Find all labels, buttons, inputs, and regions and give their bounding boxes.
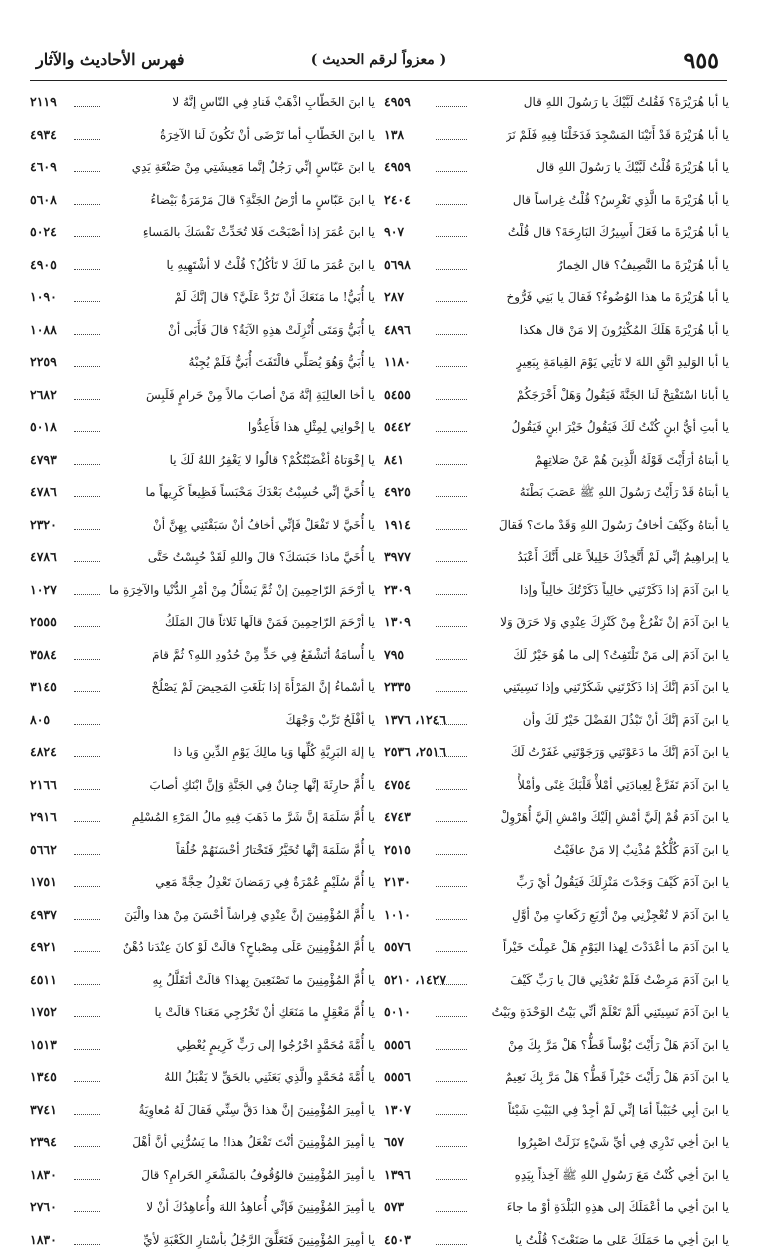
dot-leader	[436, 1094, 467, 1115]
dot-leader	[74, 704, 100, 725]
hadith-number: ١٨٣٠	[30, 1159, 74, 1192]
hadith-number: ٢٥١٦، ٢٥٣٦	[384, 736, 436, 769]
dot-leader	[74, 606, 100, 627]
index-entry	[30, 379, 375, 412]
hadith-number: ٥٤٥٥	[384, 379, 436, 412]
dot-leader	[436, 281, 467, 302]
entry-text: يا ابنَ عَبّاسٍ ما أرْضُ الجَنَّةِ؟ قالَ مَرْمَرَةٌ بَيْضاءُ	[151, 184, 375, 217]
dot-leader	[436, 834, 467, 855]
right-column	[384, 86, 729, 1256]
dot-leader	[436, 86, 467, 107]
dot-leader	[74, 151, 100, 172]
entry-text: يا ابنَ آدَمَ تَفَرَّغْ لِعِبادَتِي أمْلأْ قَلْبَكَ غِنًى وأمْلأْ	[518, 769, 729, 802]
entry-text: يا أسْماءُ إنَّ المَرْأَةَ إذا بَلَغَتِ المَحِيضَ لَمْ يَصْلُحْ	[152, 671, 375, 704]
entry-text: يا ابنَ آدَمَ إلى مَنْ تَلْتَفِتُ؟ إلى ما هُوَ خَيْرٌ لَكَ	[513, 639, 729, 672]
index-entry	[384, 736, 729, 769]
index-entry	[384, 704, 729, 737]
hadith-number: ٥٤٤٢	[384, 411, 436, 444]
entry-text: يا أبا هُرَيْرَةَ ما فَعَلَ أَسِيرُكَ البَارِحَةَ؟ قال قُلْتُ	[508, 216, 729, 249]
hadith-number: ١٠٢٧	[30, 574, 74, 607]
entry-text: يا ابنَ آدَمَ إنَّكَ إذا ذَكَرْتَنِي شَكَرْتَنِي وإذا نَسِيتَنِي	[503, 671, 729, 704]
index-entry	[30, 736, 375, 769]
hadith-number: ٤٦٠٩	[30, 151, 74, 184]
dot-leader	[74, 931, 100, 952]
hadith-number: ٤٩٣٧	[30, 899, 74, 932]
hadith-number: ٢٣٠٩	[384, 574, 436, 607]
hadith-number: ٣٥٨٤	[30, 639, 74, 672]
index-entry	[30, 1126, 375, 1159]
index-entry	[384, 346, 729, 379]
dot-leader	[74, 411, 100, 432]
index-entry	[384, 1094, 729, 1127]
index-entry	[30, 606, 375, 639]
entry-text: يا أبتاهُ أرَأَيْتَ قَوْلَهُ الَّذِينَ هُمْ عَنْ صَلاتِهِمْ	[535, 444, 729, 477]
entry-text: يا أُخَيَّ لا تَفْعَلْ فَإنِّي أخافُ أنْ سَبَقْتَنِي بِهِنَّ أنْ	[153, 509, 375, 542]
hadith-number: ٤٩٣٤	[30, 119, 74, 152]
hadith-number: ٤٥٠٣	[384, 1224, 436, 1256]
entry-text: يا ابنَ آدَمَ إنَّكَ ما دَعَوْتَنِي وَرَجَوْتَنِي غَفَرْتُ لَكَ	[511, 736, 729, 769]
hadith-number: ٥٠١٠	[384, 996, 436, 1029]
index-entry	[30, 1224, 375, 1256]
index-entry	[384, 1159, 729, 1192]
hadith-number: ١٠٨٨	[30, 314, 74, 347]
index-entry	[30, 314, 375, 347]
entry-text: يا أبا الوَليدِ اتَّقِ اللهَ لا تَأتِي يَوْمَ القِيامَةِ بِبَعِيرٍ	[516, 346, 729, 379]
hadith-number: ٧٩٥	[384, 639, 436, 672]
index-entry	[30, 639, 375, 672]
entry-text: يا أُمَّ المُؤْمِنِينَ ما تَصْنَعِينَ بِهذا؟ قالَتْ أتَقَلَّلُ بِهِ	[153, 964, 376, 997]
index-entry	[384, 964, 729, 997]
entry-text: يا أُخَيَّ ماذا حَبَسَكَ؟ قالَ واللهِ لَقَدْ حُبِسْتُ حَتَّى	[148, 541, 375, 574]
index-entry	[384, 574, 729, 607]
dot-leader	[74, 314, 100, 335]
index-entry	[384, 151, 729, 184]
index-entry	[384, 801, 729, 834]
entry-text: يا أُمَّ المُؤْمِنِينَ إنَّ عِنْدِي فِراشاً أحْسَنَ مِنْ هذا والْيَنَ	[124, 899, 375, 932]
entry-text: يا أبتاهُ قَدْ رَأَيْتُ رَسُولَ اللهِ ﷺ عَصَبَ بَطْنَهُ	[520, 476, 729, 509]
index-entry	[30, 1159, 375, 1192]
dot-leader	[436, 151, 467, 172]
hadith-number: ٤٨٩٦	[384, 314, 436, 347]
entry-text: يا أُمَّةَ مُحَمَّدٍ والَّذِي بَعَثَنِي بالحَقِّ لا يَقْبَلُ اللهُ	[164, 1061, 375, 1094]
hadith-number: ٤٩٥٩	[384, 151, 436, 184]
hadith-number: ٤٧٤٣	[384, 801, 436, 834]
entry-text: يا أبتِ أيُّ ابنٍ كُنْتُ لَكَ فَيَقُولُ خَيْرَ ابنٍ فَيَقُولُ	[512, 411, 729, 444]
entry-text: يا ابنَ الخَطّابِ اذْهَبْ فَنادِ فِي النّاسِ إنَّهُ لا	[172, 86, 375, 119]
dot-leader	[74, 1029, 100, 1050]
index-entry	[384, 1191, 729, 1224]
dot-leader	[74, 899, 100, 920]
index-entry	[384, 509, 729, 542]
hadith-number: ٣٩٧٧	[384, 541, 436, 574]
dot-leader	[74, 476, 100, 497]
hadith-number: ٢٥١٥	[384, 834, 436, 867]
hadith-number: ١٨٣٠	[30, 1224, 74, 1256]
entry-text: يا ابنَ آدَمَ ما أعْدَدْتَ لِهذا اليَوْمِ هَلْ عَمِلْتَ خَيْراً	[503, 931, 729, 964]
index-entry	[384, 769, 729, 802]
index-entry	[384, 1224, 729, 1256]
index-entry	[384, 834, 729, 867]
entry-text: يا أُمَّ سُلَيْمٍ عُمْرَةٌ فِي رَمَضانَ تَعْدِلُ حِجَّةً مَعِي	[155, 866, 375, 899]
entry-text: يا أبا هُرَيْرَةَ ما الَّذِي تَغْرِسُ؟ قُلْتُ غِراساً قال	[513, 184, 729, 217]
entry-text: يا ابنَ عُمَرَ إذا أصْبَحْتَ فَلا تُحَدِّثْ نَفْسَكَ بالمَساءِ	[143, 216, 375, 249]
hadith-number: ٥٠١٨	[30, 411, 74, 444]
entry-text: يا ابنَ آدَمَ إنْ تَفْرُغْ مِنْ كَنْزِكَ عِنْدِي وَلا حَرَقَ وَلا	[500, 606, 729, 639]
dot-leader	[74, 119, 100, 140]
dot-leader	[436, 119, 467, 140]
entry-text: يا أبا هُرَيْرَةَ قُلْتُ لَبَّيْكَ يا رَسُولَ اللهِ قال	[536, 151, 729, 184]
index-entry	[384, 541, 729, 574]
dot-leader	[436, 1224, 467, 1245]
entry-text: يا ابنَ آدَمَ مَرِضْتُ فَلَمْ تَعُدْنِي قالَ يا رَبِّ كَيْفَ	[510, 964, 729, 997]
left-column	[30, 86, 375, 1256]
page-number: ٩٥٥	[684, 48, 719, 74]
dot-leader	[436, 444, 467, 465]
dot-leader	[436, 899, 467, 920]
hadith-number: ٢٢٥٩	[30, 346, 74, 379]
dot-leader	[74, 216, 100, 237]
index-entry	[384, 314, 729, 347]
index-entry	[30, 411, 375, 444]
dot-leader	[74, 1126, 100, 1147]
index-entry	[30, 119, 375, 152]
dot-leader	[436, 996, 467, 1017]
entry-text: يا أُخَيَّ إنِّي حُسِبْتُ بَعْدَكَ مَحْبَساً فَظِيعاً كَرِيهاً ما	[145, 476, 375, 509]
dot-leader	[436, 379, 467, 400]
index-entry	[30, 1029, 375, 1062]
dot-leader	[74, 86, 100, 107]
hadith-number: ٢١٣٠	[384, 866, 436, 899]
hadith-number: ٢٣٣٥	[384, 671, 436, 704]
dot-leader	[436, 801, 467, 822]
index-entry	[384, 119, 729, 152]
hadith-number: ١٥١٣	[30, 1029, 74, 1062]
index-entry	[384, 606, 729, 639]
dot-leader	[436, 346, 467, 367]
hadith-number: ١٣٠٧	[384, 1094, 436, 1127]
index-entry	[30, 1061, 375, 1094]
entry-text: يا إلهَ البَرِيَّةِ كُلِّها وَيا مالِكَ يَوْمِ الدِّينِ وَيا ذا	[174, 736, 375, 769]
hadith-number: ٢١٦٦	[30, 769, 74, 802]
entry-text: يا أرْحَمَ الرّاحِمِينَ فَمَنْ قالَها ثَلاثاً قالَ المَلَكُ	[165, 606, 375, 639]
hadith-number: ٤٧٥٤	[384, 769, 436, 802]
index-entry	[30, 444, 375, 477]
entry-text: يا ابنَ عَبّاسٍ إنِّي رَجُلٌ إنَّما مَعِيشَتِي مِنْ صَنْعَةِ يَدِي	[132, 151, 375, 184]
index-entry	[30, 216, 375, 249]
entry-text: يا أُمَّ سَلَمَةَ إنَّها تُخَيَّرُ فَتَخْتارُ أحْسَنَهُمْ خُلُقاً	[176, 834, 375, 867]
entry-text: يا أمِيرَ المُؤْمِنِينَ فَإنِّي أُعاهِدُ اللهَ وأُعاهِدُكَ أنْ لا	[146, 1191, 375, 1224]
index-entry	[30, 184, 375, 217]
index-entry	[30, 899, 375, 932]
index-entry	[384, 216, 729, 249]
entry-text: يا إخْوانِي لِمِثْلِ هذا فَأَعِدُّوا	[248, 411, 375, 444]
entry-text: يا ابنَ آدَمَ نَسِيتَنِي ألَمْ تَعْلَمْ أنِّي بَيْتُ الوَحْدَةِ وبَيْتُ	[492, 996, 729, 1029]
dot-leader	[436, 671, 467, 692]
dot-leader	[436, 216, 467, 237]
index-entry	[384, 379, 729, 412]
hadith-number: ٤٥١١	[30, 964, 74, 997]
hadith-number: ١٣٨	[384, 119, 436, 152]
entry-text: يا ابنَ آدَمَ هَلْ رَأَيْتَ بُؤْساً قَطُّ؟ هَلْ مَرَّ بِكَ مِنْ	[508, 1029, 729, 1062]
entry-text: يا إبراهِيمُ إنِّي لَمْ أَتَّخِذْكَ خَلِيلاً عَلى أَنَّكَ أَعْبَدُ	[517, 541, 729, 574]
entry-text: يا ابنَ آدَمَ هَلْ رَأَيْتَ خَيْراً قَطُّ؟ هَلْ مَرَّ بِكَ نَعِيمٌ	[505, 1061, 729, 1094]
index-entry	[384, 899, 729, 932]
dot-leader	[74, 639, 100, 660]
dot-leader	[74, 1061, 100, 1082]
dot-leader	[74, 1224, 100, 1245]
dot-leader	[436, 1159, 467, 1180]
hadith-number: ١٣٤٥	[30, 1061, 74, 1094]
dot-leader	[74, 1191, 100, 1212]
hadith-number: ٥٥٥٦	[384, 1029, 436, 1062]
entry-text: يا أُبَيُّ! ما مَنَعَكَ أنْ تَرُدَّ عَلَيَّ؟ قالَ إنَّكَ لَمْ	[175, 281, 375, 314]
hadith-number: ٥٦٩٨	[384, 249, 436, 282]
index-title: فهرس الأحاديث والآثار	[36, 50, 185, 69]
entry-text: يا أرْحَمَ الرّاحِمِينَ إنْ ثُمَّ يَسْأَلُ مِنْ أمْرِ الدُّنْيا والآخِرَةِ ما	[109, 574, 375, 607]
hadith-number: ٥٥٥٦	[384, 1061, 436, 1094]
hadith-number: ٥٦٠٨	[30, 184, 74, 217]
index-entry	[384, 444, 729, 477]
hadith-number: ٢٣٢٠	[30, 509, 74, 542]
entry-text: يا ابنَ أخِي كُنْتُ مَعَ رَسُولِ اللهِ ﷺ آخِذاً بِيَدِهِ	[515, 1159, 729, 1192]
dot-leader	[436, 541, 467, 562]
index-entry	[384, 249, 729, 282]
dot-leader	[436, 314, 467, 335]
index-entry	[384, 476, 729, 509]
index-entry	[384, 86, 729, 119]
entry-text: يا أخا العالِيَةِ إنَّهُ مَنْ أصابَ مالاً مِنْ حَرامٍ فَلَبِسَ	[146, 379, 375, 412]
index-entry	[30, 249, 375, 282]
index-entry	[30, 346, 375, 379]
index-entry	[30, 1191, 375, 1224]
running-title: ( معزواً لرقم الحديث )	[30, 52, 727, 68]
entry-text: يا ابنَ أبِي حُبَيْباً أمَا إنِّي لَمْ أجِدْ فِي البَيْتِ شَيْئاً	[508, 1094, 729, 1127]
hadith-number: ١٠١٠	[384, 899, 436, 932]
hadith-number: ٤٧٨٦	[30, 476, 74, 509]
dot-leader	[74, 996, 100, 1017]
hadith-number: ٢١١٩	[30, 86, 74, 119]
entry-text: يا أبا هُرَيْرَةَ ما هذا الوُضُوءُ؟ فَقالَ يا بَنِي فَرُّوخ	[506, 281, 729, 314]
header-rule	[30, 80, 727, 81]
hadith-number: ٢٨٧	[384, 281, 436, 314]
index-entry	[384, 996, 729, 1029]
hadith-number: ٩٠٧	[384, 216, 436, 249]
dot-leader	[436, 866, 467, 887]
entry-text: يا إخْوَتاهُ أغْضَبْتُكُمْ؟ قالُوا لا يَغْفِرُ اللهُ لَكَ يا	[170, 444, 375, 477]
dot-leader	[74, 964, 100, 985]
entry-text: يا ابنَ عُمَرَ ما لَكَ لا تَأكُلُ؟ قُلْتُ لا أشْتَهِيهِ يا	[167, 249, 375, 282]
entry-text: يا أبا هُرَيْرَةَ هَلَكَ المُكْثِرُونَ إلا مَنْ قال هكذا	[520, 314, 729, 347]
index-entry	[384, 671, 729, 704]
index-entry	[30, 801, 375, 834]
dot-leader	[436, 411, 467, 432]
index-entry	[30, 834, 375, 867]
dot-leader	[436, 184, 467, 205]
entry-text: يا ابنَ آدَمَ كُلُّكُمْ مُذْنِبٌ إلا مَنْ عافَيْتُ	[554, 834, 729, 867]
dot-leader	[74, 769, 100, 790]
hadith-number: ٢٧٦٠	[30, 1191, 74, 1224]
dot-leader	[74, 509, 100, 530]
hadith-number: ١٢٤٦، ١٣٧٦	[384, 704, 436, 737]
dot-leader	[74, 834, 100, 855]
index-entry	[384, 866, 729, 899]
hadith-number: ١٣٩٦	[384, 1159, 436, 1192]
hadith-number: ١٧٥١	[30, 866, 74, 899]
hadith-number: ٨٤١	[384, 444, 436, 477]
index-entry	[30, 1094, 375, 1127]
hadith-number: ٤٩٢١	[30, 931, 74, 964]
entry-text: يا أمِيرَ المُؤْمِنِينَ فالوُقُوفُ بالمَشْعَرِ الحَرامِ؟ قالَ	[141, 1159, 375, 1192]
dot-leader	[436, 1191, 467, 1212]
entry-text: يا ابنَ آدَمَ كَيْفَ وَجَدْتَ مَنْزِلَكَ فَيَقُولُ أيْ رَبِّ	[516, 866, 729, 899]
entry-text: يا أبا هُرَيْرَةَ ما النَّصِيفُ؟ قال الخِمارُ	[557, 249, 729, 282]
entry-text: يا أُمَّ حارِثَةَ إنَّها جِنانٌ فِي الجَنَّةِ وَإنَّ ابْنَكِ أصابَ	[150, 769, 375, 802]
hadith-number: ١٤٢٧، ٥٢١٠	[384, 964, 436, 997]
index-entry	[384, 1126, 729, 1159]
dot-leader	[74, 1094, 100, 1115]
entry-text: يا ابنَ أخِي ما أعْمَلَكَ إلى هذِهِ البَلْدَةِ أوْ ما جاءَ	[507, 1191, 729, 1224]
index-entry	[30, 996, 375, 1029]
index-entry	[384, 1061, 729, 1094]
hadith-number: ٢٩١٦	[30, 801, 74, 834]
hadith-number: ١٣٠٩	[384, 606, 436, 639]
hadith-number: ١٠٩٠	[30, 281, 74, 314]
dot-leader	[74, 541, 100, 562]
entry-text: يا أُسامَةُ أتَشْفَعُ فِي حَدٍّ مِنْ حُدُودِ اللهِ؟ ثُمَّ قامَ	[152, 639, 375, 672]
hadith-number: ٨٠٥	[30, 704, 74, 737]
dot-leader	[74, 184, 100, 205]
index-entry	[30, 476, 375, 509]
entry-text: يا أُبَيُّ وَهُوَ يُصَلِّي فالْتَفَتَ أُبَيٌّ فَلَمْ يُجِبْهُ	[189, 346, 375, 379]
entry-text: يا أمِيرَ المُؤْمِنِينَ أنْتَ تَفْعَلُ هذا! ما يَسُرُّنِي أنَّ أهْلَ	[132, 1126, 375, 1159]
entry-text: يا ابنَ أخِي تَدْرِي فِي أيِّ شَيْءٍ نَزَلَتْ اصْبِرُوا	[518, 1126, 729, 1159]
dot-leader	[74, 346, 100, 367]
dot-leader	[436, 931, 467, 952]
entry-text: يا ابنَ أخِي ما حَمَلَكَ عَلى ما صَنَعْتَ؟ قُلْتُ يا	[515, 1224, 729, 1256]
entry-text: يا ابنَ آدَمَ إذا ذَكَرْتَنِي خالِياً ذَكَرْتُكَ خالِياً وإذا	[520, 574, 729, 607]
hadith-number: ٥٧٣	[384, 1191, 436, 1224]
hadith-number: ١١٨٠	[384, 346, 436, 379]
dot-leader	[436, 249, 467, 270]
hadith-number: ٣٧٤١	[30, 1094, 74, 1127]
index-entry	[384, 184, 729, 217]
index-entry	[30, 541, 375, 574]
hadith-number: ١٧٥٢	[30, 996, 74, 1029]
index-entry	[30, 671, 375, 704]
index-entry	[384, 1029, 729, 1062]
entry-text: يا أبا هُرَيْرَةَ قَدْ أَتَيْنَا المَسْجِدَ فَدَخَلْنَا فِيهِ فَلَمْ نَرَ	[506, 119, 729, 152]
entry-text: يا أُمَّةَ مُحَمَّدٍ اخْرُجُوا إلى رَبٍّ كَرِيمٍ يُعْطِي	[177, 1029, 375, 1062]
dot-leader	[436, 509, 467, 530]
hadith-number: ١٩١٤	[384, 509, 436, 542]
dot-leader	[436, 1126, 467, 1147]
index-entry	[30, 281, 375, 314]
hadith-number: ٢٤٠٤	[384, 184, 436, 217]
hadith-number: ٣١٤٥	[30, 671, 74, 704]
dot-leader	[74, 574, 100, 595]
entry-text: يا أُمَّ المُؤْمِنِينَ عَلَى مِصْباحٍ؟ قالَتْ لَوْ كانَ عِنْدَنا دُهْنٌ	[123, 931, 375, 964]
dot-leader	[436, 1029, 467, 1050]
index-entry	[384, 281, 729, 314]
index-entry	[30, 964, 375, 997]
hadith-number: ٤٩٢٥	[384, 476, 436, 509]
dot-leader	[74, 379, 100, 400]
hadith-number: ٥٦٦٢	[30, 834, 74, 867]
entry-text: يا ابنَ آدَمَ إنَّكَ أنْ تَبْذُلَ الفَضْلَ خَيْرٌ لَكَ وأن	[523, 704, 729, 737]
dot-leader	[74, 866, 100, 887]
entry-text: يا ابنَ آدَمَ لا تُعْجِزْنِي مِنْ أرْبَعِ رَكَعاتٍ مِنْ أوَّلِ	[512, 899, 729, 932]
hadith-number: ٤٧٩٣	[30, 444, 74, 477]
entry-text: يا ابنَ الخَطّابِ أما تَرْضَى أنْ تَكُونَ لَنا الآخِرَةُ	[160, 119, 375, 152]
entry-text: يا أفْلَحُ تَرِّبْ وَجْهَكَ	[286, 704, 375, 737]
index-entry	[384, 639, 729, 672]
entry-text: يا أُبَيُّ وَمَتَى أُنْزِلَتْ هذِهِ الآيَةُ؟ قالَ فَأَبَى أنْ	[168, 314, 375, 347]
hadith-number: ٥٠٢٤	[30, 216, 74, 249]
dot-leader	[436, 476, 467, 497]
page-header	[30, 46, 727, 76]
dot-leader	[74, 736, 100, 757]
entry-text: يا ابنَ آدَمَ قُمْ إلَيَّ أمْشِ إلَيْكَ وامْشِ إلَيَّ أُهَرْوِلْ	[501, 801, 729, 834]
dot-leader	[74, 801, 100, 822]
entry-text: يا أبا هُرَيْرَةَ؟ فَقُلتُ لَبَّيْكَ يا رَسُولَ اللهِ قال	[524, 86, 729, 119]
entry-text: يا أُمَّ سَلَمَةَ إنَّ شَرَّ ما ذَهَبَ فِيهِ مالُ المَرْءِ المُسْلِمِ	[132, 801, 375, 834]
entry-text: يا أُمَّ مَعْقِلٍ ما مَنَعَكِ أنْ تَخْرُجِي مَعَنا؟ قالَتْ يا	[155, 996, 375, 1029]
index-entry	[384, 931, 729, 964]
dot-leader	[74, 249, 100, 270]
index-entry	[30, 574, 375, 607]
dot-leader	[436, 1061, 467, 1082]
hadith-number: ٦٥٧	[384, 1126, 436, 1159]
index-entry	[30, 86, 375, 119]
hadith-number: ٤٩٠٥	[30, 249, 74, 282]
entry-text: يا أمِيرَ المُؤْمِنِينَ إنَّ هذا دَقَّ سِنِّي فَقالَ لَهُ مُعاوِيَةُ	[139, 1094, 375, 1127]
dot-leader	[436, 574, 467, 595]
dot-leader	[436, 769, 467, 790]
index-entry	[30, 866, 375, 899]
index-entry	[30, 151, 375, 184]
dot-leader	[436, 639, 467, 660]
dot-leader	[74, 1159, 100, 1180]
entry-text: يا أبتاهُ وكَيْفَ أخافُ رَسُولَ اللهِ وَقَدْ ماتَ؟ فَقالَ	[499, 509, 729, 542]
dot-leader	[436, 606, 467, 627]
index-entry	[30, 509, 375, 542]
dot-leader	[74, 281, 100, 302]
index-entry	[30, 931, 375, 964]
hadith-number: ٢٦٨٢	[30, 379, 74, 412]
hadith-number: ٤٨٢٤	[30, 736, 74, 769]
index-entry	[30, 704, 375, 737]
entry-text: يا أبانا اسْتَفْتِحْ لَنا الجَنَّةَ فَيَقُولُ وَهَلْ أَخْرَجَكُمْ	[517, 379, 729, 412]
index-entry	[30, 769, 375, 802]
hadith-number: ٥٥٧٦	[384, 931, 436, 964]
dot-leader	[74, 444, 100, 465]
hadith-number: ٢٣٩٤	[30, 1126, 74, 1159]
entry-text: يا أمِيرَ المُؤْمِنِينَ فَتَعَلَّقَ الرَّجُلُ بأسْتارِ الكَعْبَةِ لأيِّ	[143, 1224, 375, 1256]
hadith-number: ٤٩٥٩	[384, 86, 436, 119]
hadith-number: ٤٧٨٦	[30, 541, 74, 574]
dot-leader	[74, 671, 100, 692]
hadith-number: ٢٥٥٥	[30, 606, 74, 639]
index-entry	[384, 411, 729, 444]
